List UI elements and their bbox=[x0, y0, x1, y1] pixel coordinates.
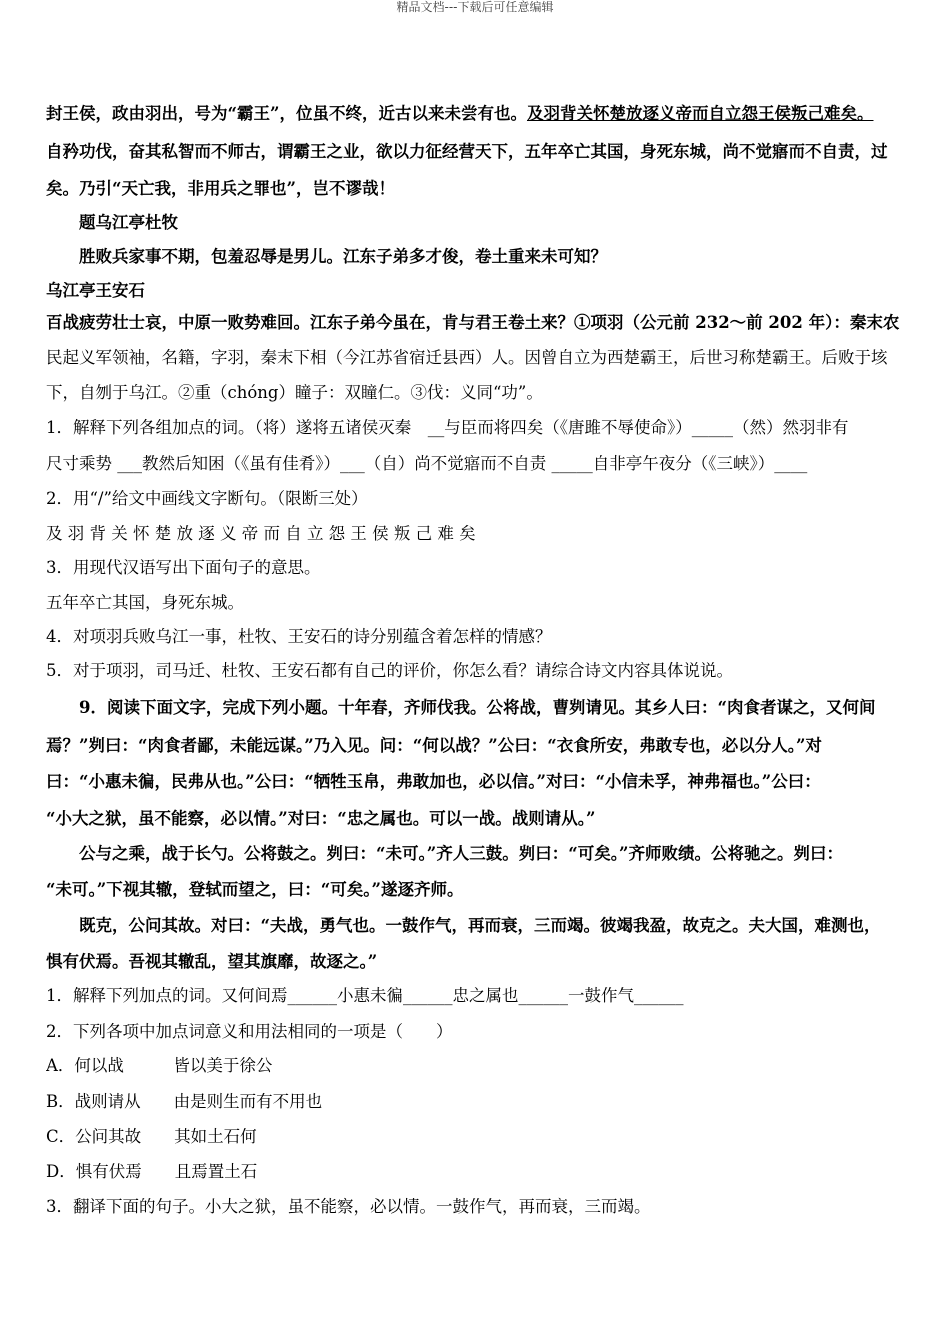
text-line bbox=[46, 872, 904, 908]
text-span: B．战则请从 由是则生而有不用也 bbox=[46, 1092, 323, 1111]
text-span: C．公问其故 其如土石何 bbox=[46, 1127, 257, 1146]
text-line bbox=[46, 1014, 904, 1050]
text-line bbox=[46, 482, 904, 516]
text-span: “未可。”下视其辙，登轼而望之，曰：“可矣。”遂逐齐师。 bbox=[46, 880, 464, 899]
text-span: 3．用现代汉语写出下面句子的意思。 bbox=[46, 558, 321, 577]
text-line bbox=[46, 620, 904, 654]
text-span: 惧有伏焉。吾视其辙乱，望其旗靡，故逐之。” bbox=[46, 952, 378, 971]
text-span: 乌江亭王安石 bbox=[46, 281, 145, 300]
text-line bbox=[46, 341, 904, 375]
text-line bbox=[46, 1189, 904, 1225]
text-line bbox=[46, 306, 904, 340]
text-span: 3．翻译下面的句子。小大之狱，虽不能察，必以情。一鼓作气，再而衰，三而竭。 bbox=[46, 1197, 651, 1216]
text-line bbox=[46, 1084, 904, 1120]
text-line bbox=[46, 240, 937, 274]
text-span: 1．解释下列加点的词。又何间焉______小惠未徧______忠之属也______一鼓作气______ bbox=[46, 986, 684, 1005]
text-span: A．何以战 皆以美于徐公 bbox=[46, 1056, 273, 1075]
text-span: 五年卒亡其国，身死东城。 bbox=[46, 593, 244, 612]
text-span: 2．下列各项中加点词意义和用法相同的一项是（ ） bbox=[46, 1022, 453, 1041]
text-line bbox=[46, 1119, 904, 1155]
text-line bbox=[46, 206, 937, 240]
text-span: 及 羽 背 关 怀 楚 放 逐 义 帝 而 自 立 怨 王 侯 叛 己 难 矣 bbox=[46, 524, 476, 543]
text-span: 封王侯，政由羽出，号为“霸王”，位虽不终，近古以来未尝有也。 bbox=[46, 104, 527, 123]
text-line bbox=[46, 654, 904, 688]
text-line bbox=[46, 586, 904, 620]
text-line bbox=[46, 96, 904, 132]
text-span: 下，自刎于乌江。②重（chóng）瞳子：双瞳仁。③伐：义同“功”。 bbox=[46, 383, 543, 402]
text-span: 自矜功伐，奋其私智而不师古，谓霸王之业，欲以力征经营天下，五年卒亡其国，身死东城，尚不觉寤而不自责，过 bbox=[46, 142, 888, 161]
text-line bbox=[46, 908, 937, 944]
text-line bbox=[46, 274, 904, 308]
text-span: 1．解释下列各组加点的词。（将）遂将五诸侯灭秦 __与臣而将四矣（《唐雎不辱使命》）_____（然）然羽非有 bbox=[46, 418, 849, 437]
text-line bbox=[46, 764, 904, 800]
underlined-text: 及羽背关怀楚放逐义帝而自立怨王侯叛己难矣。 bbox=[526, 104, 874, 123]
text-line bbox=[46, 978, 904, 1014]
text-line bbox=[46, 690, 937, 726]
text-span: D．惧有伏焉 且焉置土石 bbox=[46, 1162, 258, 1181]
text-span: 题乌江亭杜牧 bbox=[79, 213, 178, 232]
text-line bbox=[46, 410, 904, 446]
text-span: 既克，公问其故。对曰：“夫战，勇气也。一鼓作气，再而衰，三而竭。彼竭我盈，故克之。夫大国，难测也， bbox=[79, 916, 881, 935]
text-line bbox=[46, 376, 904, 410]
text-line bbox=[46, 836, 937, 872]
text-line bbox=[46, 1154, 904, 1190]
text-line bbox=[46, 172, 904, 206]
text-span: 矣。乃引“天亡我，非用兵之罪也”，岂不谬哉！ bbox=[46, 179, 395, 198]
text-line bbox=[46, 516, 904, 552]
text-span: 焉？”刿曰：“肉食者鄙，未能远谋。”乃入见。问：“何以战？”公曰：“衣食所安，弗敢专也，必以分人。”对 bbox=[46, 736, 822, 755]
text-line bbox=[46, 1048, 904, 1084]
text-span: 尺寸乘势 ___教然后知困（《虽有佳肴》）___（自）尚不觉寤而不自责 _____自非亭午夜分（《三峡》）____ bbox=[46, 454, 808, 473]
text-line bbox=[46, 446, 904, 482]
text-line bbox=[46, 801, 904, 837]
text-span: 民起义军领袖，名籍，字羽，秦末下相（今江苏省宿迁县西）人。因曾自立为西楚霸王，后世习称楚霸王。后败于垓 bbox=[46, 348, 888, 367]
text-span: 百战疲劳壮士哀，中原一败势难回。江东子弟今虽在，肯与君王卷土来？①项羽（公元前 232～前 202 年）：秦末农 bbox=[46, 313, 900, 332]
text-span: 公与之乘，战于长勺。公将鼓之。刿曰：“未可。”齐人三鼓。刿曰：“可矣。”齐师败绩。公将驰之。刿曰： bbox=[79, 844, 843, 863]
text-span: 5．对于项羽，司马迁、杜牧、王安石都有自己的评价，你怎么看？请综合诗文内容具体说说。 bbox=[46, 661, 733, 680]
text-span: 9．阅读下面文字，完成下列小题。十年春，齐师伐我。公将战，曹刿请见。其乡人曰：“肉食者谋之，又何间 bbox=[79, 698, 876, 717]
text-span: “小大之狱，虽不能察，必以情。”对曰：“忠之属也。可以一战。战则请从。” bbox=[46, 809, 596, 828]
text-line bbox=[46, 134, 904, 170]
text-line bbox=[46, 551, 904, 585]
text-line bbox=[46, 728, 904, 764]
page-header: 精品文档---下载后可任意编辑 bbox=[396, 0, 554, 14]
text-line bbox=[46, 944, 904, 980]
text-span: 2．用“/”给文中画线文字断句。（限断三处） bbox=[46, 489, 368, 508]
text-span: 曰：“小惠未徧，民弗从也。”公曰：“牺牲玉帛，弗敢加也，必以信。”对曰：“小信未孚，神弗福也。”公曰： bbox=[46, 772, 821, 791]
text-span: 胜败兵家事不期，包羞忍辱是男儿。江东子弟多才俊，卷土重来未可知？ bbox=[79, 247, 607, 266]
text-span: 4．对项羽兵败乌江一事，杜牧、王安石的诗分别蕴含着怎样的情感？ bbox=[46, 627, 552, 646]
